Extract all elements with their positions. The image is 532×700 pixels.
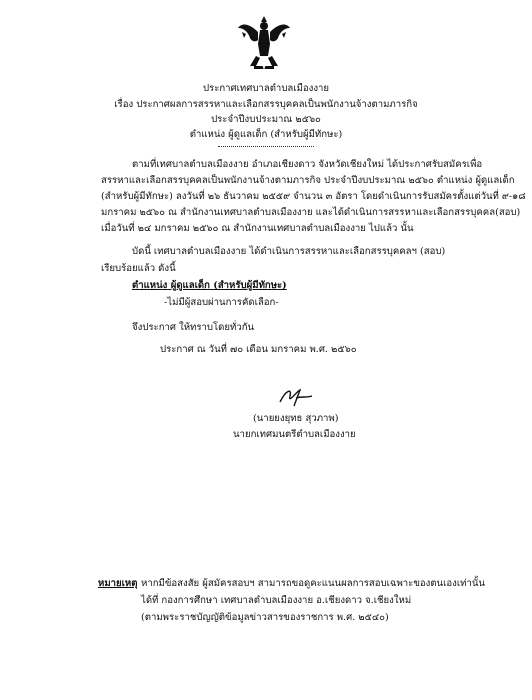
garuda-emblem-icon xyxy=(236,14,292,74)
header-divider xyxy=(218,146,314,147)
document-subject: เรื่อง ประกาศผลการสรรหาและเลือกสรรบุคคลเป็นพนักงานจ้างตามภารกิจ xyxy=(114,99,418,110)
paragraph-line: มกราคม ๒๕๖๐ ณ สำนักงานเทศบาลตำบลเมืองงาย และได้ดำเนินการสรรหาและเลือกสรรบุคคล(สอบ) xyxy=(101,207,521,218)
paragraph-line: บัดนี้ เทศบาลตำบลเมืองงาย ได้ดำเนินการสรรหาและเลือกสรรบุคคลฯ (สอบ) xyxy=(132,246,446,257)
note-line: ได้ที่ กองการศึกษา เทศบาลตำบลเมืองงาย อ.เชียงดาว จ.เชียงใหม่ xyxy=(141,595,412,606)
note-line: (ตามพระราชบัญญัติข้อมูลข่าวสารของราชการ พ.ศ. ๒๕๔๐) xyxy=(141,612,389,623)
signatory-title: นายกเทศมนตรีตำบลเมืองงาย xyxy=(233,429,356,440)
paragraph-line: เมื่อวันที่ ๒๔ มกราคม ๒๕๖๐ ณ สำนักงานเทศบาลตำบลเมืองงาย ไปแล้ว นั้น xyxy=(101,223,414,234)
paragraph-line: สรรหาและเลือกสรรบุคคลเป็นพนักงานจ้างตามภารกิจ ประจำปีงบประมาณ ๒๕๖๐ ตำแหน่ง ผู้ดูแลเด็ก xyxy=(101,175,515,186)
result-text: -ไม่มีผู้สอบผ่านการคัดเลือก- xyxy=(164,297,279,308)
paragraph-line: เรียบร้อยแล้ว ดังนี้ xyxy=(101,263,176,274)
signatory-name: (นายยงยุทธ สุวภาพ) xyxy=(253,413,339,424)
paragraph-line: ตามที่เทศบาลตำบลเมืองงาย อำเภอเชียงดาว จังหวัดเชียงใหม่ ได้ประกาศรับสมัครเพื่อ xyxy=(132,159,483,170)
note-line: หากมีข้อสงสัย ผู้สมัครสอบฯ สามารถขอดูคะแนนผลการสอบเฉพาะของตนเองเท่านั้น xyxy=(141,578,485,589)
announcement: จึงประกาศ ให้ทราบโดยทั่วกัน xyxy=(132,322,255,333)
paragraph-line: (สำหรับผู้มีทักษะ) ลงวันที่ ๒๖ ธันวาคม ๒๕๕๙ จำนวน ๓ อัตรา โดยดำเนินการรับสมัครตั้งแต่วันที่ ๙-๑๘ xyxy=(101,191,526,202)
result-heading: ตำแหน่ง ผู้ดูแลเด็ก (สำหรับผู้มีทักษะ) xyxy=(132,280,287,291)
announcement-date: ประกาศ ณ วันที่ ๗๐ เดือน มกราคม พ.ศ. ๒๕๖๐ xyxy=(160,344,357,355)
position-title: ตำแหน่ง ผู้ดูแลเด็ก (สำหรับผู้มีทักษะ) xyxy=(189,129,343,140)
fiscal-year: ประจำปีงบประมาณ ๒๕๖๐ xyxy=(211,114,321,125)
note-label: หมายเหตุ xyxy=(98,578,138,589)
document-title: ประกาศเทศบาลตำบลเมืองงาย xyxy=(202,83,330,94)
signature-icon xyxy=(276,386,316,408)
